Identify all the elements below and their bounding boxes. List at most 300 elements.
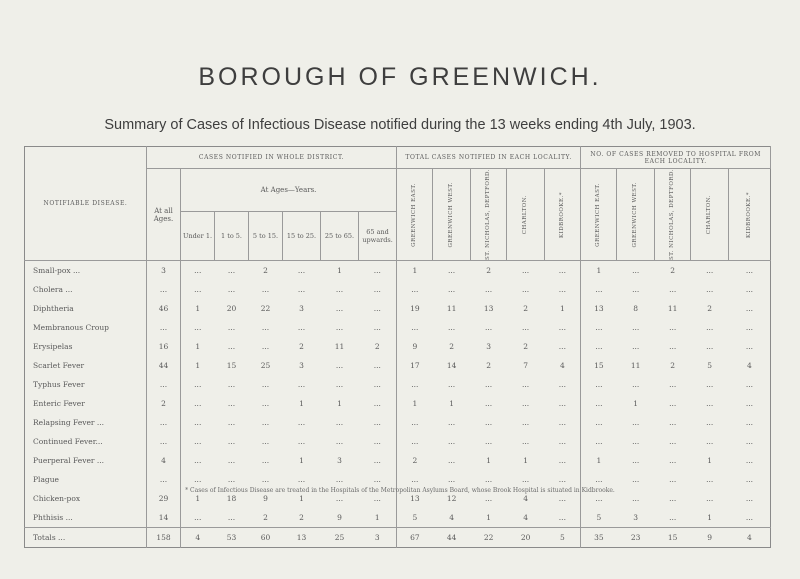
- table-cell: 3: [633, 513, 639, 523]
- table-cell: ...: [261, 437, 270, 447]
- table-cell: 1: [449, 399, 454, 409]
- row-label: Enteric Fever: [25, 394, 147, 413]
- header-total-locality: TOTAL CASES NOTIFIED IN EACH LOCALITY.: [397, 147, 581, 169]
- table-cell: 9: [337, 513, 342, 523]
- table-cell: ...: [297, 323, 306, 333]
- table-cell: 2: [486, 361, 491, 371]
- header-hospital-locality-2: GREENWICH WEST.: [632, 181, 639, 248]
- row-label: Phthisis ...: [25, 508, 147, 528]
- table-cell: 4: [147, 451, 181, 470]
- table-cell: 5: [545, 528, 581, 548]
- header-hospital-locality-4: CHARLTON.: [706, 194, 713, 235]
- table-cell: ...: [194, 437, 202, 447]
- table-cell: 9: [412, 342, 418, 352]
- table-cell: ...: [227, 285, 236, 295]
- row-label: Relapsing Fever ...: [25, 413, 147, 432]
- table-cell: ...: [359, 413, 397, 432]
- table-cell: 29: [147, 489, 181, 508]
- table-cell: 1: [412, 266, 418, 276]
- table-cell: 2: [486, 266, 491, 276]
- table-cell: ...: [545, 451, 581, 470]
- table-cell: ...: [485, 494, 493, 504]
- table-cell: 14: [446, 361, 457, 371]
- table-cell: ...: [448, 285, 456, 295]
- table-cell: 1: [596, 266, 602, 276]
- table-cell: 15: [594, 361, 604, 371]
- table-cell: 4: [545, 356, 581, 375]
- table-cell: 60: [249, 528, 283, 548]
- table-cell: ...: [335, 304, 344, 314]
- table-row: [25, 413, 771, 432]
- table-cell: 1: [545, 299, 581, 318]
- table-cell: ...: [706, 342, 714, 352]
- table-cell: ...: [632, 437, 640, 447]
- table-cell: 2: [263, 513, 268, 523]
- table-cell: ...: [545, 261, 581, 281]
- table-cell: ...: [745, 304, 754, 314]
- table-cell: ...: [194, 266, 202, 276]
- table-cell: 5: [596, 513, 602, 523]
- table-cell: ...: [669, 513, 677, 523]
- table-cell: 12: [446, 494, 457, 504]
- table-cell: ...: [359, 356, 397, 375]
- table-cell: ...: [147, 375, 181, 394]
- table-cell: ...: [522, 380, 530, 390]
- table-cell: 2: [263, 266, 268, 276]
- table-cell: ...: [632, 285, 640, 295]
- table-cell: ...: [227, 513, 236, 523]
- table-cell: ...: [261, 399, 270, 409]
- table-cell: 53: [215, 528, 249, 548]
- row-label: Erysipelas: [25, 337, 147, 356]
- table-cell: ...: [485, 437, 493, 447]
- table-cell: ...: [297, 380, 306, 390]
- table-cell: ...: [411, 437, 419, 447]
- table-cell: ...: [522, 399, 530, 409]
- table-cell: ...: [485, 418, 493, 428]
- table-cell: ...: [632, 456, 640, 466]
- row-label: Chicken-pox: [25, 489, 147, 508]
- table-cell: ...: [485, 285, 493, 295]
- row-label: Puerperal Fever ...: [25, 451, 147, 470]
- table-cell: 2: [523, 342, 528, 352]
- table-cell: ...: [745, 266, 754, 276]
- table-cell: ...: [522, 475, 530, 485]
- table-cell: 4: [523, 494, 528, 504]
- table-cell: 1: [486, 513, 491, 523]
- table-row: [25, 394, 771, 413]
- table-cell: ...: [632, 418, 640, 428]
- table-cell: ...: [545, 375, 581, 394]
- table-cell: ...: [359, 261, 397, 281]
- table-cell: 2: [299, 513, 304, 523]
- table-row: [25, 299, 771, 318]
- table-cell: 20: [507, 528, 545, 548]
- table-cell: 14: [147, 508, 181, 528]
- footnote: * Cases of Infectious Disease are treated in the Hospitals of the Metropolitan Asylums Board, whose Brook Hospital is situated in Kidbrooke.: [185, 487, 615, 494]
- table-cell: ...: [448, 323, 456, 333]
- table-cell: ...: [359, 394, 397, 413]
- table-cell: ...: [335, 494, 344, 504]
- table-cell: ...: [522, 437, 530, 447]
- table-cell: ...: [411, 475, 419, 485]
- table-cell: ...: [448, 418, 456, 428]
- table-cell: ...: [669, 323, 677, 333]
- table-cell: 3: [486, 342, 491, 352]
- table-cell: ...: [669, 475, 677, 485]
- header-hospital-locality-5: KIDBROOKE.*: [746, 191, 753, 238]
- table-cell: ...: [485, 380, 493, 390]
- table-cell: ...: [485, 475, 493, 485]
- table-cell: ...: [522, 266, 530, 276]
- table-cell: ...: [745, 380, 754, 390]
- header-locality-4: CHARLTON.: [522, 194, 529, 235]
- table-cell: ...: [632, 494, 640, 504]
- table-cell: 44: [433, 528, 471, 548]
- table-cell: ...: [545, 337, 581, 356]
- row-label: Membranous Croup: [25, 318, 147, 337]
- table-cell: ...: [669, 399, 677, 409]
- table-row: [25, 280, 771, 299]
- table-cell: 1: [195, 304, 201, 314]
- table-cell: ...: [706, 285, 714, 295]
- table-cell: ...: [545, 489, 581, 508]
- table-cell: ...: [595, 399, 603, 409]
- table-cell: ...: [411, 285, 419, 295]
- table-cell: 2: [670, 266, 676, 276]
- table-cell: ...: [335, 323, 344, 333]
- table-cell: ...: [485, 323, 493, 333]
- table-cell: ...: [261, 285, 270, 295]
- table-cell: 2: [412, 456, 418, 466]
- table-cell: ...: [745, 418, 754, 428]
- row-label: Cholera ...: [25, 280, 147, 299]
- table-cell: 18: [226, 494, 237, 504]
- header-hospital-locality-1: GREENWICH EAST.: [595, 182, 602, 247]
- table-cell: 1: [523, 456, 528, 466]
- table-cell: ...: [448, 475, 456, 485]
- table-cell: 4: [181, 528, 215, 548]
- table-cell: ...: [297, 437, 306, 447]
- table-cell: ...: [335, 285, 344, 295]
- table-cell: 46: [147, 299, 181, 318]
- header-locality-5: KIDBROOKE.*: [559, 191, 566, 238]
- table-cell: ...: [227, 323, 236, 333]
- table-cell: 11: [630, 361, 641, 371]
- table-cell: ...: [359, 489, 397, 508]
- table-cell: 15: [226, 361, 237, 371]
- header-age-group: Under 1.: [181, 212, 215, 261]
- table-cell: ...: [669, 418, 677, 428]
- header-locality-1: GREENWICH EAST.: [411, 182, 418, 247]
- table-cell: 25: [260, 361, 271, 371]
- table-cell: ...: [227, 456, 236, 466]
- table-cell: ...: [545, 470, 581, 489]
- table-cell: ...: [227, 380, 236, 390]
- table-cell: 1: [299, 399, 304, 409]
- table-cell: ...: [227, 475, 236, 485]
- table-cell: ...: [335, 418, 344, 428]
- table-cell: ...: [261, 342, 270, 352]
- table-cell: ...: [669, 437, 677, 447]
- table-cell: 9: [691, 528, 729, 548]
- table-cell: ...: [448, 380, 456, 390]
- table-cell: ...: [297, 475, 306, 485]
- table-cell: 22: [260, 304, 271, 314]
- table-cell: ...: [147, 413, 181, 432]
- table-cell: 2: [299, 342, 304, 352]
- row-label: Continued Fever...: [25, 432, 147, 451]
- table-cell: ...: [745, 513, 754, 523]
- table-cell: ...: [632, 380, 640, 390]
- table-cell: ...: [147, 280, 181, 299]
- table-row: [25, 432, 771, 451]
- table-cell: 1: [337, 399, 342, 409]
- table-cell: 1: [486, 456, 491, 466]
- table-cell: ...: [745, 342, 754, 352]
- table-cell: ...: [545, 394, 581, 413]
- header-age-group: 65 and upwards.: [359, 212, 397, 261]
- header-locality-3: ST. NICHOLAS, DEPTFORD.: [485, 169, 492, 261]
- table-cell: 3: [359, 528, 397, 548]
- table-cell: ...: [194, 418, 202, 428]
- table-cell: ...: [669, 456, 677, 466]
- header-age-group: 15 to 25.: [283, 212, 321, 261]
- table-cell: 1: [195, 494, 201, 504]
- table-cell: 20: [226, 304, 237, 314]
- table-cell: ...: [545, 318, 581, 337]
- table-cell: 4: [523, 513, 528, 523]
- table-cell: ...: [706, 323, 714, 333]
- table-cell: 1: [412, 399, 418, 409]
- table-cell: ...: [227, 266, 236, 276]
- table-cell: 22: [471, 528, 507, 548]
- table-cell: 67: [397, 528, 433, 548]
- row-label: Scarlet Fever: [25, 356, 147, 375]
- table-cell: 13: [410, 494, 420, 504]
- table-cell: 3: [147, 261, 181, 281]
- table-cell: ...: [669, 494, 677, 504]
- table-cell: 5: [412, 513, 418, 523]
- table-cell: ...: [632, 342, 640, 352]
- row-label: Diphtheria: [25, 299, 147, 318]
- header-age-group: 1 to 5.: [215, 212, 249, 261]
- table-cell: 1: [299, 456, 304, 466]
- table-cell: ...: [669, 380, 677, 390]
- table-cell: ...: [359, 470, 397, 489]
- table-row: [25, 337, 771, 356]
- table-cell: 3: [337, 456, 342, 466]
- table-cell: 2: [359, 337, 397, 356]
- table-cell: ...: [297, 266, 306, 276]
- table-cell: 1: [707, 456, 713, 466]
- table-cell: 17: [410, 361, 420, 371]
- table-cell: ...: [485, 399, 493, 409]
- table-cell: 13: [594, 304, 604, 314]
- table-cell: ...: [706, 418, 714, 428]
- row-label: Totals ...: [25, 528, 147, 548]
- table-cell: ...: [632, 323, 640, 333]
- table-cell: ...: [745, 475, 754, 485]
- table-cell: ...: [227, 342, 236, 352]
- page-title: BOROUGH OF GREENWICH.: [198, 63, 602, 91]
- header-disease: NOTIFIABLE DISEASE.: [25, 147, 147, 261]
- table-row: [25, 528, 771, 548]
- table-cell: ...: [545, 280, 581, 299]
- table-cell: 4: [449, 513, 454, 523]
- table-cell: 1: [195, 342, 201, 352]
- table-cell: 2: [670, 361, 676, 371]
- table-cell: 13: [283, 528, 321, 548]
- table-cell: 3: [299, 304, 304, 314]
- table-cell: ...: [595, 418, 603, 428]
- table-cell: ...: [261, 456, 270, 466]
- table-cell: 4: [729, 528, 771, 548]
- table-cell: 8: [633, 304, 639, 314]
- table-cell: ...: [359, 375, 397, 394]
- table-cell: ...: [595, 323, 603, 333]
- table-cell: ...: [297, 418, 306, 428]
- table-row: [25, 318, 771, 337]
- table-cell: ...: [147, 318, 181, 337]
- table-cell: ...: [706, 494, 714, 504]
- table-cell: 2: [707, 304, 713, 314]
- table-cell: ...: [745, 323, 754, 333]
- table-cell: ...: [706, 475, 714, 485]
- table-row: [25, 508, 771, 528]
- table-cell: ...: [335, 380, 344, 390]
- table-cell: ...: [227, 399, 236, 409]
- table-cell: ...: [448, 437, 456, 447]
- row-label: Plague: [25, 470, 147, 489]
- table-cell: 44: [147, 356, 181, 375]
- table-cell: ...: [261, 380, 270, 390]
- header-locality-2: GREENWICH WEST.: [448, 181, 455, 248]
- table-cell: 158: [147, 528, 181, 548]
- header-hospital-locality-3: ST. NICHOLAS, DEPTFORD.: [669, 169, 676, 261]
- table-body: [25, 261, 771, 548]
- table-cell: 3: [299, 361, 304, 371]
- table-cell: 2: [523, 304, 528, 314]
- table-cell: ...: [359, 280, 397, 299]
- table-cell: ...: [745, 285, 754, 295]
- table-cell: ...: [632, 475, 640, 485]
- table-cell: ...: [411, 323, 419, 333]
- table-cell: 1: [596, 456, 602, 466]
- table-cell: ...: [194, 323, 202, 333]
- table-cell: ...: [227, 437, 236, 447]
- table-cell: 35: [581, 528, 617, 548]
- table-cell: 1: [707, 513, 713, 523]
- table-cell: 9: [263, 494, 268, 504]
- table-cell: ...: [411, 418, 419, 428]
- table-row: [25, 375, 771, 394]
- table-cell: ...: [448, 266, 456, 276]
- table-cell: ...: [359, 451, 397, 470]
- header-whole-district: CASES NOTIFIED IN WHOLE DISTRICT.: [147, 147, 397, 169]
- table-cell: ...: [595, 437, 603, 447]
- table-cell: ...: [335, 475, 344, 485]
- table-cell: ...: [595, 475, 603, 485]
- table-cell: ...: [147, 470, 181, 489]
- table-cell: ...: [745, 456, 754, 466]
- table-cell: ...: [595, 285, 603, 295]
- table-cell: ...: [745, 494, 754, 504]
- table-cell: ...: [411, 380, 419, 390]
- table-cell: 11: [667, 304, 678, 314]
- table-cell: ...: [706, 399, 714, 409]
- header-at-all-ages: At all Ages.: [147, 169, 181, 261]
- table-cell: ...: [261, 323, 270, 333]
- table-cell: ...: [194, 475, 202, 485]
- table-cell: ...: [545, 432, 581, 451]
- row-label: Typhus Fever: [25, 375, 147, 394]
- table-cell: ...: [194, 380, 202, 390]
- table-cell: ...: [545, 508, 581, 528]
- header-age-group: 25 to 65.: [321, 212, 359, 261]
- table-cell: ...: [669, 285, 677, 295]
- page-subtitle: Summary of Cases of Infectious Disease notified during the 13 weeks ending 4th July, 1903.: [104, 117, 696, 133]
- table-row: [25, 261, 771, 281]
- table-cell: ...: [745, 437, 754, 447]
- table-cell: ...: [522, 418, 530, 428]
- table-cell: ...: [745, 399, 754, 409]
- table-cell: ...: [595, 494, 603, 504]
- table-cell: 1: [195, 361, 201, 371]
- table-cell: ...: [335, 361, 344, 371]
- table-cell: 1: [359, 508, 397, 528]
- table-cell: ...: [545, 413, 581, 432]
- table-cell: 1: [633, 399, 639, 409]
- table-cell: ...: [706, 266, 714, 276]
- table-cell: 15: [655, 528, 691, 548]
- table-cell: ...: [595, 342, 603, 352]
- table-cell: ...: [669, 342, 677, 352]
- table-cell: ...: [227, 418, 236, 428]
- header-age-group: 5 to 15.: [249, 212, 283, 261]
- table-cell: ...: [359, 432, 397, 451]
- table-cell: ...: [359, 318, 397, 337]
- table-cell: 1: [337, 266, 342, 276]
- table-cell: 7: [523, 361, 528, 371]
- table-cell: 11: [334, 342, 345, 352]
- table-cell: 2: [449, 342, 454, 352]
- table-cell: ...: [335, 437, 344, 447]
- row-label: Small-pox ...: [25, 261, 147, 281]
- table-cell: ...: [595, 380, 603, 390]
- table-cell: 5: [707, 361, 713, 371]
- table-cell: ...: [194, 456, 202, 466]
- header-removed-to-hospital: NO. OF CASES REMOVED TO HOSPITAL FROM EACH LOCALITY.: [581, 147, 771, 169]
- table-cell: ...: [261, 418, 270, 428]
- table-cell: ...: [448, 456, 456, 466]
- table-cell: 11: [446, 304, 457, 314]
- table-cell: 25: [321, 528, 359, 548]
- table-cell: ...: [522, 323, 530, 333]
- table-cell: ...: [359, 299, 397, 318]
- table-cell: 2: [147, 394, 181, 413]
- table-cell: ...: [297, 285, 306, 295]
- table-cell: 16: [147, 337, 181, 356]
- table-cell: 1: [299, 494, 304, 504]
- table-row: [25, 356, 771, 375]
- table-cell: ...: [706, 437, 714, 447]
- table-cell: ...: [261, 475, 270, 485]
- table-cell: ...: [706, 380, 714, 390]
- table-cell: ...: [632, 266, 640, 276]
- table-cell: ...: [194, 399, 202, 409]
- table-cell: 19: [410, 304, 420, 314]
